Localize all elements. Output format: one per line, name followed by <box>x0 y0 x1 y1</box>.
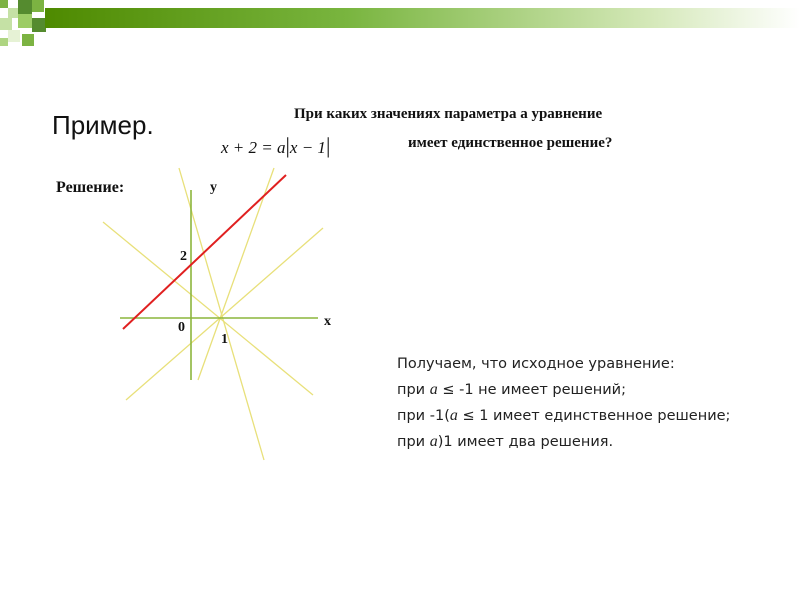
cond-result: имеет два решения. <box>452 434 614 450</box>
equation-param: a <box>277 138 286 157</box>
solution-label: Решение: <box>56 179 125 196</box>
equation-lhs: x + 2 = <box>221 138 277 157</box>
cond-paren: ( <box>444 408 450 424</box>
pencil-line <box>126 228 323 400</box>
cond-prefix: при <box>397 434 430 450</box>
conclusion-line-3 <box>397 429 730 455</box>
abs-bar: | <box>325 133 331 158</box>
conclusion-line-2 <box>397 403 730 429</box>
x-tick-label: 1 <box>221 332 228 347</box>
abs-bar: | <box>285 133 290 158</box>
cond: ≤ -1 <box>437 382 474 398</box>
y-tick-label: 2 <box>180 249 187 264</box>
equation-abs: x − 1 <box>289 138 326 157</box>
y-axis-label: y <box>210 180 217 195</box>
cond-result: имеет единственное решение; <box>488 408 731 424</box>
cond: ≤ 1 <box>457 408 489 424</box>
param-a: a <box>429 381 438 398</box>
conclusion-block <box>397 351 730 455</box>
cond-prefix: при <box>397 382 430 398</box>
conclusion-intro: Получаем, что исходное уравнение: <box>397 356 675 372</box>
cond-prefix: при -1 <box>397 408 445 424</box>
question-line-2: имеет единственное решение? <box>408 135 613 151</box>
param-a: a <box>429 433 438 450</box>
cond: )1 <box>437 434 453 450</box>
origin-label: 0 <box>178 320 185 335</box>
cond-result: не имеет решений; <box>473 382 626 398</box>
slide-title: Пример. <box>52 110 154 140</box>
param-a: a <box>449 407 458 424</box>
question-line-1: При каких значениях параметра а уравнение <box>294 106 603 122</box>
x-axis-label: x <box>324 314 331 329</box>
conclusion-line-1 <box>397 377 730 403</box>
